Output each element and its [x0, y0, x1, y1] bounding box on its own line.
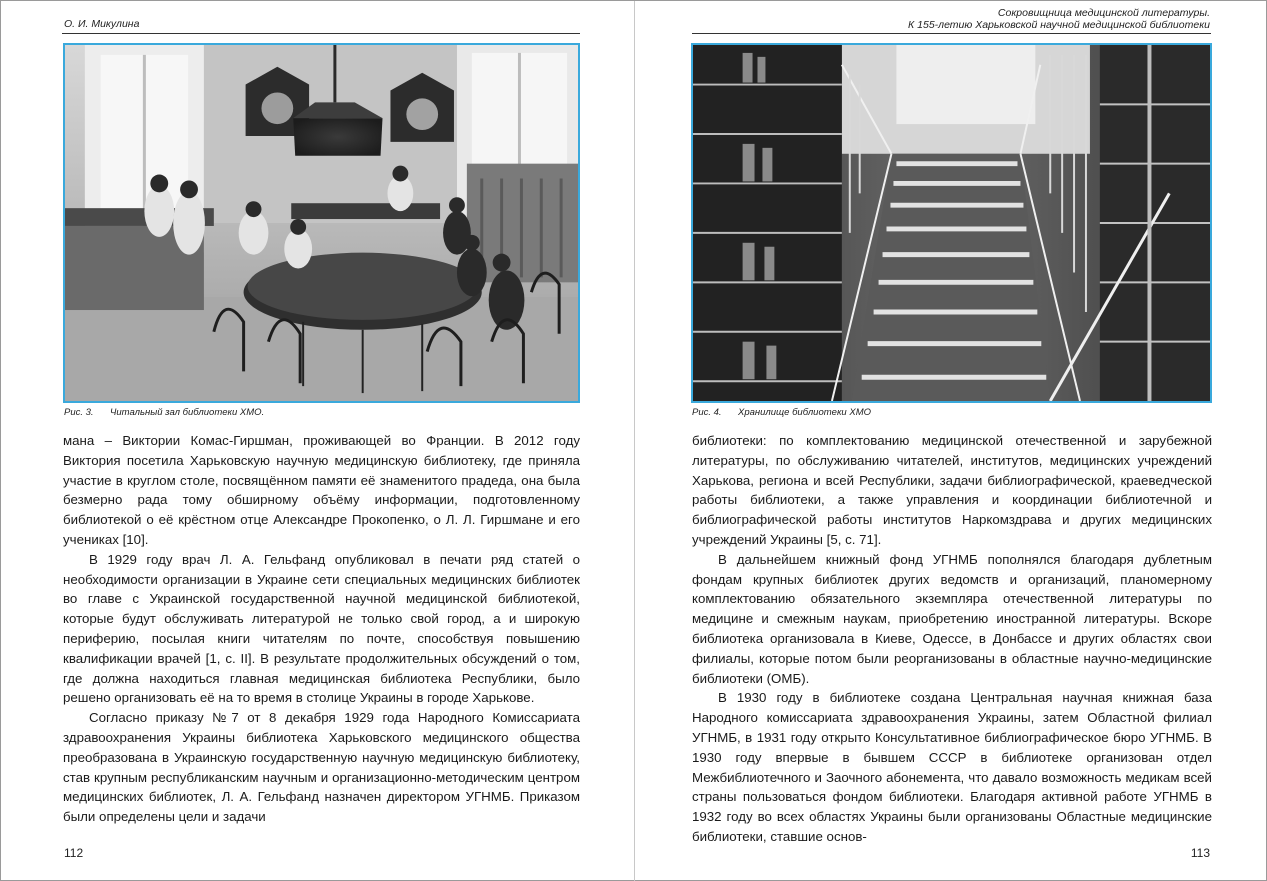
running-head-title: [908, 7, 1210, 31]
header-rule: [62, 33, 580, 34]
caption-label: Рис. 4.: [692, 407, 722, 418]
page-number-right: 113: [1190, 846, 1210, 860]
right-page: [635, 1, 1267, 881]
paragraph: В 1930 году в библиотеке создана Центральная научная книжная база Народного комиссариата здравоохранения Украины, затем Областной филиал УГНМБ, в 1931 году открыто Консультативное библиографическое бюро УГНМБ. В 1930 году впервые в бывшем СССР в библиотеке организован отдел Межбиблиотечного и Заочного абонемента, что давало возможность медикам всей страны пользоваться фондом библиотеки. Благодаря активной работе УГНМБ в 1932 году во всех областях Украины были организованы Областные медицинские библиотеки, ставшие основ-: [692, 690, 1212, 844]
body-text-left: [63, 431, 580, 827]
running-head-line-2: К 155-летию Харьковской научной медицинской библиотеки: [908, 19, 1210, 31]
paragraph: В 1929 году врач Л. А. Гельфанд опубликовал в печати ряд статей о необходимости организации в Украине сети специальных медицинских библиотек во главе с Украинской государственной научной медицинской библиотекой, которые будут обслуживать литературой не только свой город, а и широкую периферию, посылая книги читателям по почте, способствуя повышению квалификации врачей [1, с. II]. В результате продолжительных обсуждений о том, где должна находиться главная медицинская библиотека Республики, было решено организовать её на то время в столице Украины в городе Харькове.: [63, 551, 580, 706]
figure-caption: [692, 407, 871, 418]
figure-caption: [64, 407, 264, 418]
reading-room-illustration: [65, 45, 578, 401]
figure-book-storage-photo: [691, 43, 1212, 403]
paragraph: библиотеки: по комплектованию медицинской отечественной и зарубежной литературы, по обслуживанию читателей, институтов, медицинских учреждений Харькова, региона и всей Республики, задачи библиографической, краеведческой работы библиотеки, а также управления и координации библиотечной и библиографической работы институтов Наркомздрава и других медицинских учреждений Украины [5, с. 71].: [692, 433, 1212, 547]
book-storage-illustration: [693, 45, 1210, 401]
running-head-line-1: Сокровищница медицинской литературы.: [997, 7, 1210, 19]
body-text-right: [692, 431, 1212, 847]
paragraph: мана – Виктории Комас-Гиршман, проживающей во Франции. В 2012 году Виктория посетила Харьковскую научную медицинскую библиотеку, где приняла участие в круглом столе, посвящённом памяти её знаменитого прадеда, она была безмерно рада тому обширному объёму информации, подготовленному библиотекой о её крёстном отце Александре Прокопенко, о Л. Л. Гиршмане и его учениках [10].: [63, 433, 580, 547]
figure-reading-room-photo: [63, 43, 580, 403]
caption-text: Хранилище библиотеки ХМО: [738, 407, 871, 418]
caption-text: Читальный зал библиотеки ХМО.: [110, 407, 265, 418]
left-page: [1, 1, 634, 881]
paragraph: В дальнейшем книжный фонд УГНМБ пополнялся благодаря дублетным фондам крупных библиотек других ведомств и организаций, планомерному комплектованию обязательного экземпляра отечественной литературы по медицине и смежным наукам, приобретению иностранной литературы. Вскоре библиотека организовала в Киеве, Одессе, в Донбассе и других областях свои филиалы, которые потом были реорганизованы в областные научно-медицинские библиотеки (ОМБ).: [692, 551, 1212, 686]
paragraph: Согласно приказу №7 от 8 декабря 1929 года Народного Комиссариата здравоохранения Украины библиотека Харьковского медицинского общества преобразована в Украинскую государственную научную медицинскую библиотеку, став крупным республиканским научным и организационно-методическим центром медицинских библиотек, Л. А. Гельфанд назначен директором УГНМБ. Приказом были определены цели и задачи: [63, 710, 580, 825]
caption-label: Рис. 3.: [64, 407, 94, 418]
page-number-left: 112: [64, 846, 84, 860]
header-rule: [692, 33, 1211, 34]
running-head-author: О. И. Микулина: [64, 18, 140, 30]
